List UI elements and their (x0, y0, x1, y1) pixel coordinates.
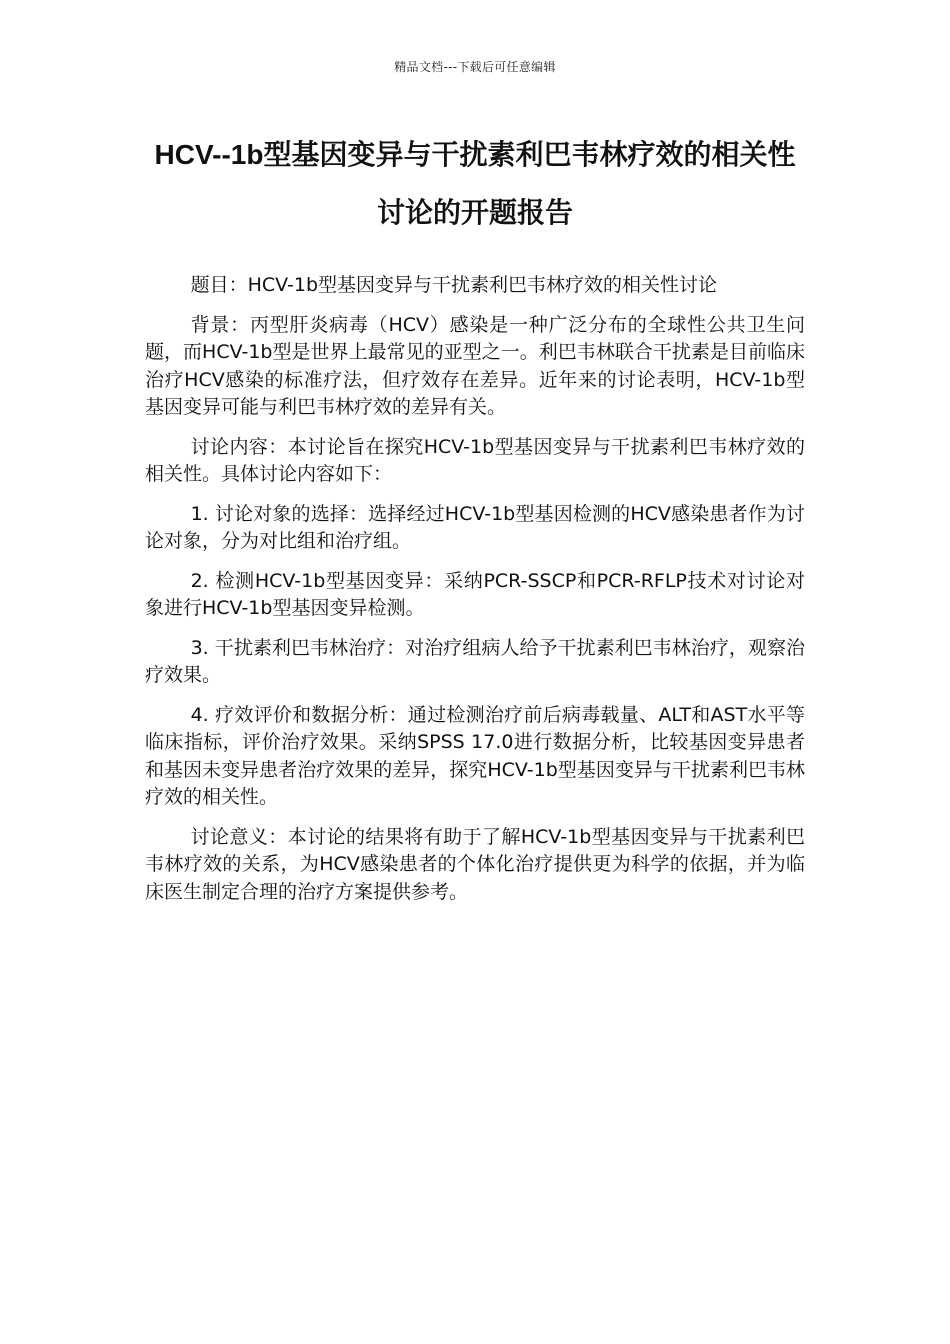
paragraph-item-1: 1. 讨论对象的选择：选择经过HCV-1b型基因检测的HCV感染患者作为讨论对象，分为对比组和治疗组。 (145, 502, 805, 552)
paragraph-item-2: 2. 检测HCV-1b型基因变异：采纳PCR-SSCP和PCR-RFLP技术对讨论对象进行HCV-1b型基因变异检测。 (145, 569, 805, 619)
paragraph-significance: 讨论意义：本讨论的结果将有助于了解HCV-1b型基因变异与干扰素利巴韦林疗效的关系，为HCV感染患者的个体化治疗提供更为科学的依据，并为临床医生制定合理的治疗方案提供参考。 (145, 825, 805, 903)
paragraph-background: 背景：丙型肝炎病毒（HCV）感染是一种广泛分布的全球性公共卫生问题，而HCV-1b型是世界上最常见的亚型之一。利巴韦林联合干扰素是目前临床治疗HCV感染的标准疗法，但疗效存在差异。近年来的讨论表明，HCV-1b型基因变异可能与利巴韦林疗效的差异有关。 (145, 313, 805, 418)
document-body (145, 272, 805, 918)
paragraph-item-4: 4. 疗效评价和数据分析：通过检测治疗前后病毒载量、ALT和AST水平等临床指标，评价治疗效果。采纳SPSS 17.0进行数据分析，比较基因变异患者和基因未变异患者治疗效果的差异，探究HCV-1b型基因变异与干扰素利巴韦林疗效的相关性。 (145, 703, 805, 808)
document-title: HCV--1b型基因变异与干扰素利巴韦林疗效的相关性讨论的开题报告 (154, 139, 796, 228)
paragraph-discussion-content: 讨论内容：本讨论旨在探究HCV-1b型基因变异与干扰素利巴韦林疗效的相关性。具体讨论内容如下： (145, 435, 805, 485)
paragraph-topic: 题目：HCV-1b型基因变异与干扰素利巴韦林疗效的相关性讨论 (190, 274, 718, 296)
paragraph-item-3: 3. 干扰素利巴韦林治疗：对治疗组病人给予干扰素利巴韦林治疗，观察治疗效果。 (145, 636, 805, 686)
header-note: 精品文档---下载后可任意编辑 (394, 60, 556, 74)
